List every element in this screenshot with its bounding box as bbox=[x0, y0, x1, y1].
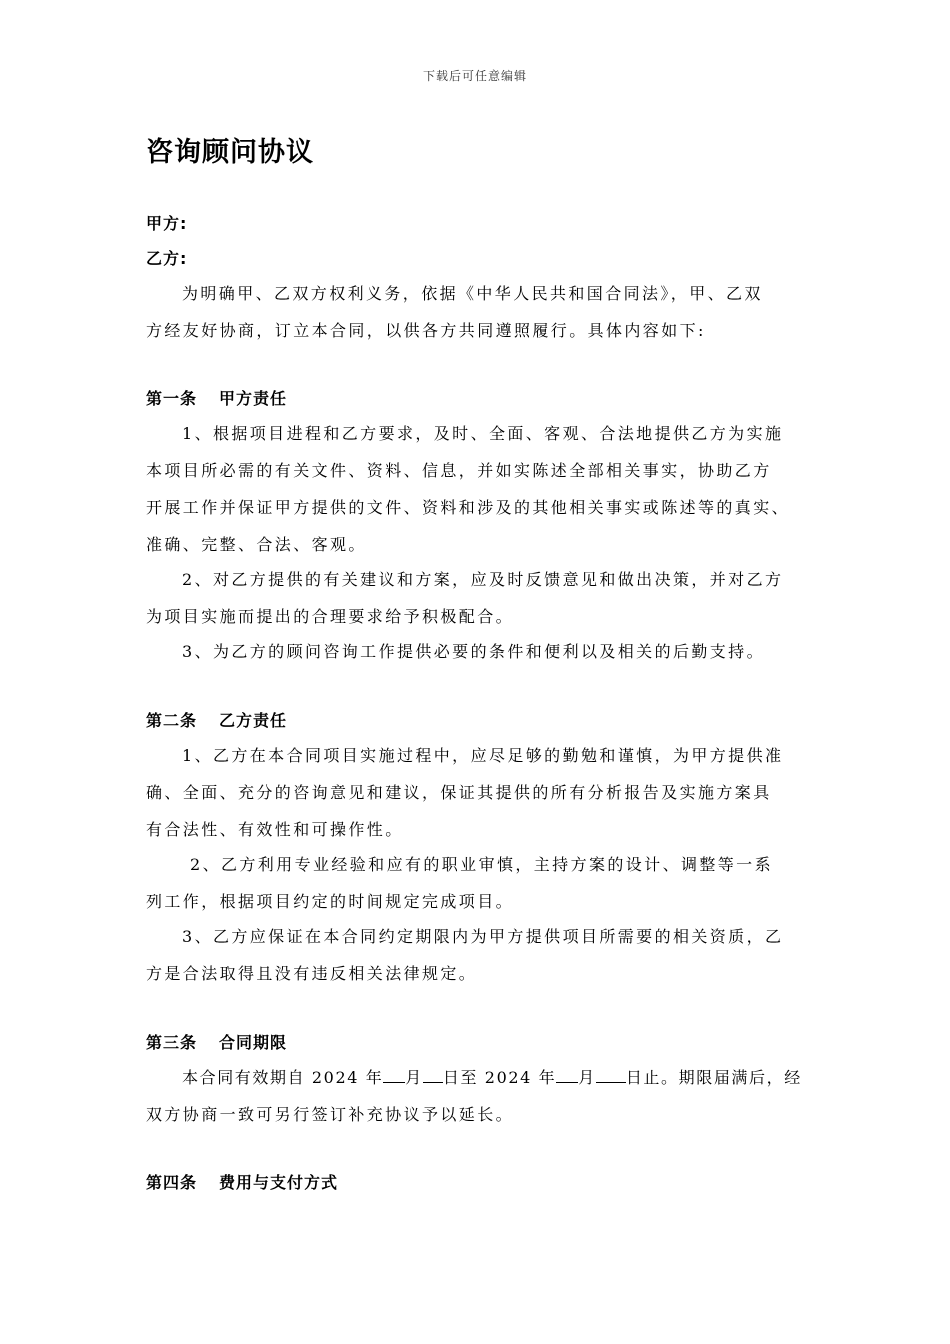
section-1-number: 第一条 bbox=[146, 389, 198, 408]
section-2-line: 有合法性、有效性和可操作性。 bbox=[146, 820, 404, 839]
section-3-number: 第三条 bbox=[146, 1033, 198, 1052]
section-4-number: 第四条 bbox=[146, 1173, 198, 1192]
section-1-line: 为项目实施而提出的合理要求给予积极配合。 bbox=[146, 607, 515, 626]
section-2-line: 确、全面、充分的咨询意见和建议，保证其提供的所有分析报告及实施方案具 bbox=[146, 783, 772, 802]
section-3-line-2: 双方协商一致可另行签订补充协议予以延长。 bbox=[146, 1105, 515, 1124]
term-text-to: 日至 2024 年 bbox=[442, 1068, 557, 1087]
section-3-term-line bbox=[182, 1065, 802, 1088]
term-end-day-blank[interactable] bbox=[596, 1068, 626, 1083]
section-2-line: 列工作，根据项目约定的时间规定完成项目。 bbox=[146, 892, 515, 911]
section-1-name: 甲方责任 bbox=[219, 389, 288, 408]
preamble-line-2: 方经友好协商，订立本合同，以供各方共同遵照履行。具体内容如下: bbox=[146, 321, 706, 340]
section-1-line: 准确、完整、合法、客观。 bbox=[146, 535, 367, 554]
section-1-heading bbox=[146, 386, 287, 409]
party-b-label: 乙方: bbox=[146, 249, 188, 268]
section-2-line: 2、乙方利用专业经验和应有的职业审慎，主持方案的设计、调整等一系 bbox=[190, 855, 773, 874]
term-start-month-blank[interactable] bbox=[383, 1068, 405, 1083]
section-2-line: 1、乙方在本合同项目实施过程中，应尽足够的勤勉和谨慎，为甲方提供准 bbox=[182, 746, 784, 765]
term-text-month-2: 月 bbox=[578, 1068, 596, 1087]
preamble-line-1: 为明确甲、乙双方权利义务，依据《中华人民共和国合同法》，甲、乙双 bbox=[182, 284, 763, 303]
section-3-heading bbox=[146, 1030, 287, 1053]
section-4-heading bbox=[146, 1170, 338, 1193]
section-2-name: 乙方责任 bbox=[219, 711, 288, 730]
section-3-name: 合同期限 bbox=[219, 1033, 288, 1052]
section-2-line: 方是合法取得且没有违反相关法律规定。 bbox=[146, 964, 478, 983]
section-1-line: 3、为乙方的顾问咨询工作提供必要的条件和便利以及相关的后勤支持。 bbox=[182, 642, 765, 661]
document-title: 咨询顾问协议 bbox=[146, 137, 314, 168]
party-a-label: 甲方: bbox=[146, 214, 188, 233]
section-4-name: 费用与支付方式 bbox=[219, 1173, 339, 1192]
section-1-line: 本项目所必需的有关文件、资料、信息，并如实陈述全部相关事实，协助乙方 bbox=[146, 461, 772, 480]
section-1-line: 2、对乙方提供的有关建议和方案，应及时反馈意见和做出决策，并对乙方 bbox=[182, 570, 784, 589]
term-text-end: 日止。期限届满后，经 bbox=[625, 1068, 802, 1087]
term-start-day-blank[interactable] bbox=[423, 1068, 443, 1083]
term-text-start: 本合同有效期自 2024 年 bbox=[182, 1068, 384, 1087]
header-note: 下载后可任意编辑 bbox=[422, 69, 527, 83]
term-text-month: 月 bbox=[405, 1068, 423, 1087]
section-2-line: 3、乙方应保证在本合同约定期限内为甲方提供项目所需要的相关资质，乙 bbox=[182, 927, 784, 946]
section-2-heading bbox=[146, 708, 287, 731]
section-1-line: 1、根据项目进程和乙方要求，及时、全面、客观、合法地提供乙方为实施 bbox=[182, 424, 784, 443]
term-end-month-blank[interactable] bbox=[556, 1068, 578, 1083]
section-2-number: 第二条 bbox=[146, 711, 198, 730]
section-1-line: 开展工作并保证甲方提供的文件、资料和涉及的其他相关事实或陈述等的真实、 bbox=[146, 498, 791, 517]
